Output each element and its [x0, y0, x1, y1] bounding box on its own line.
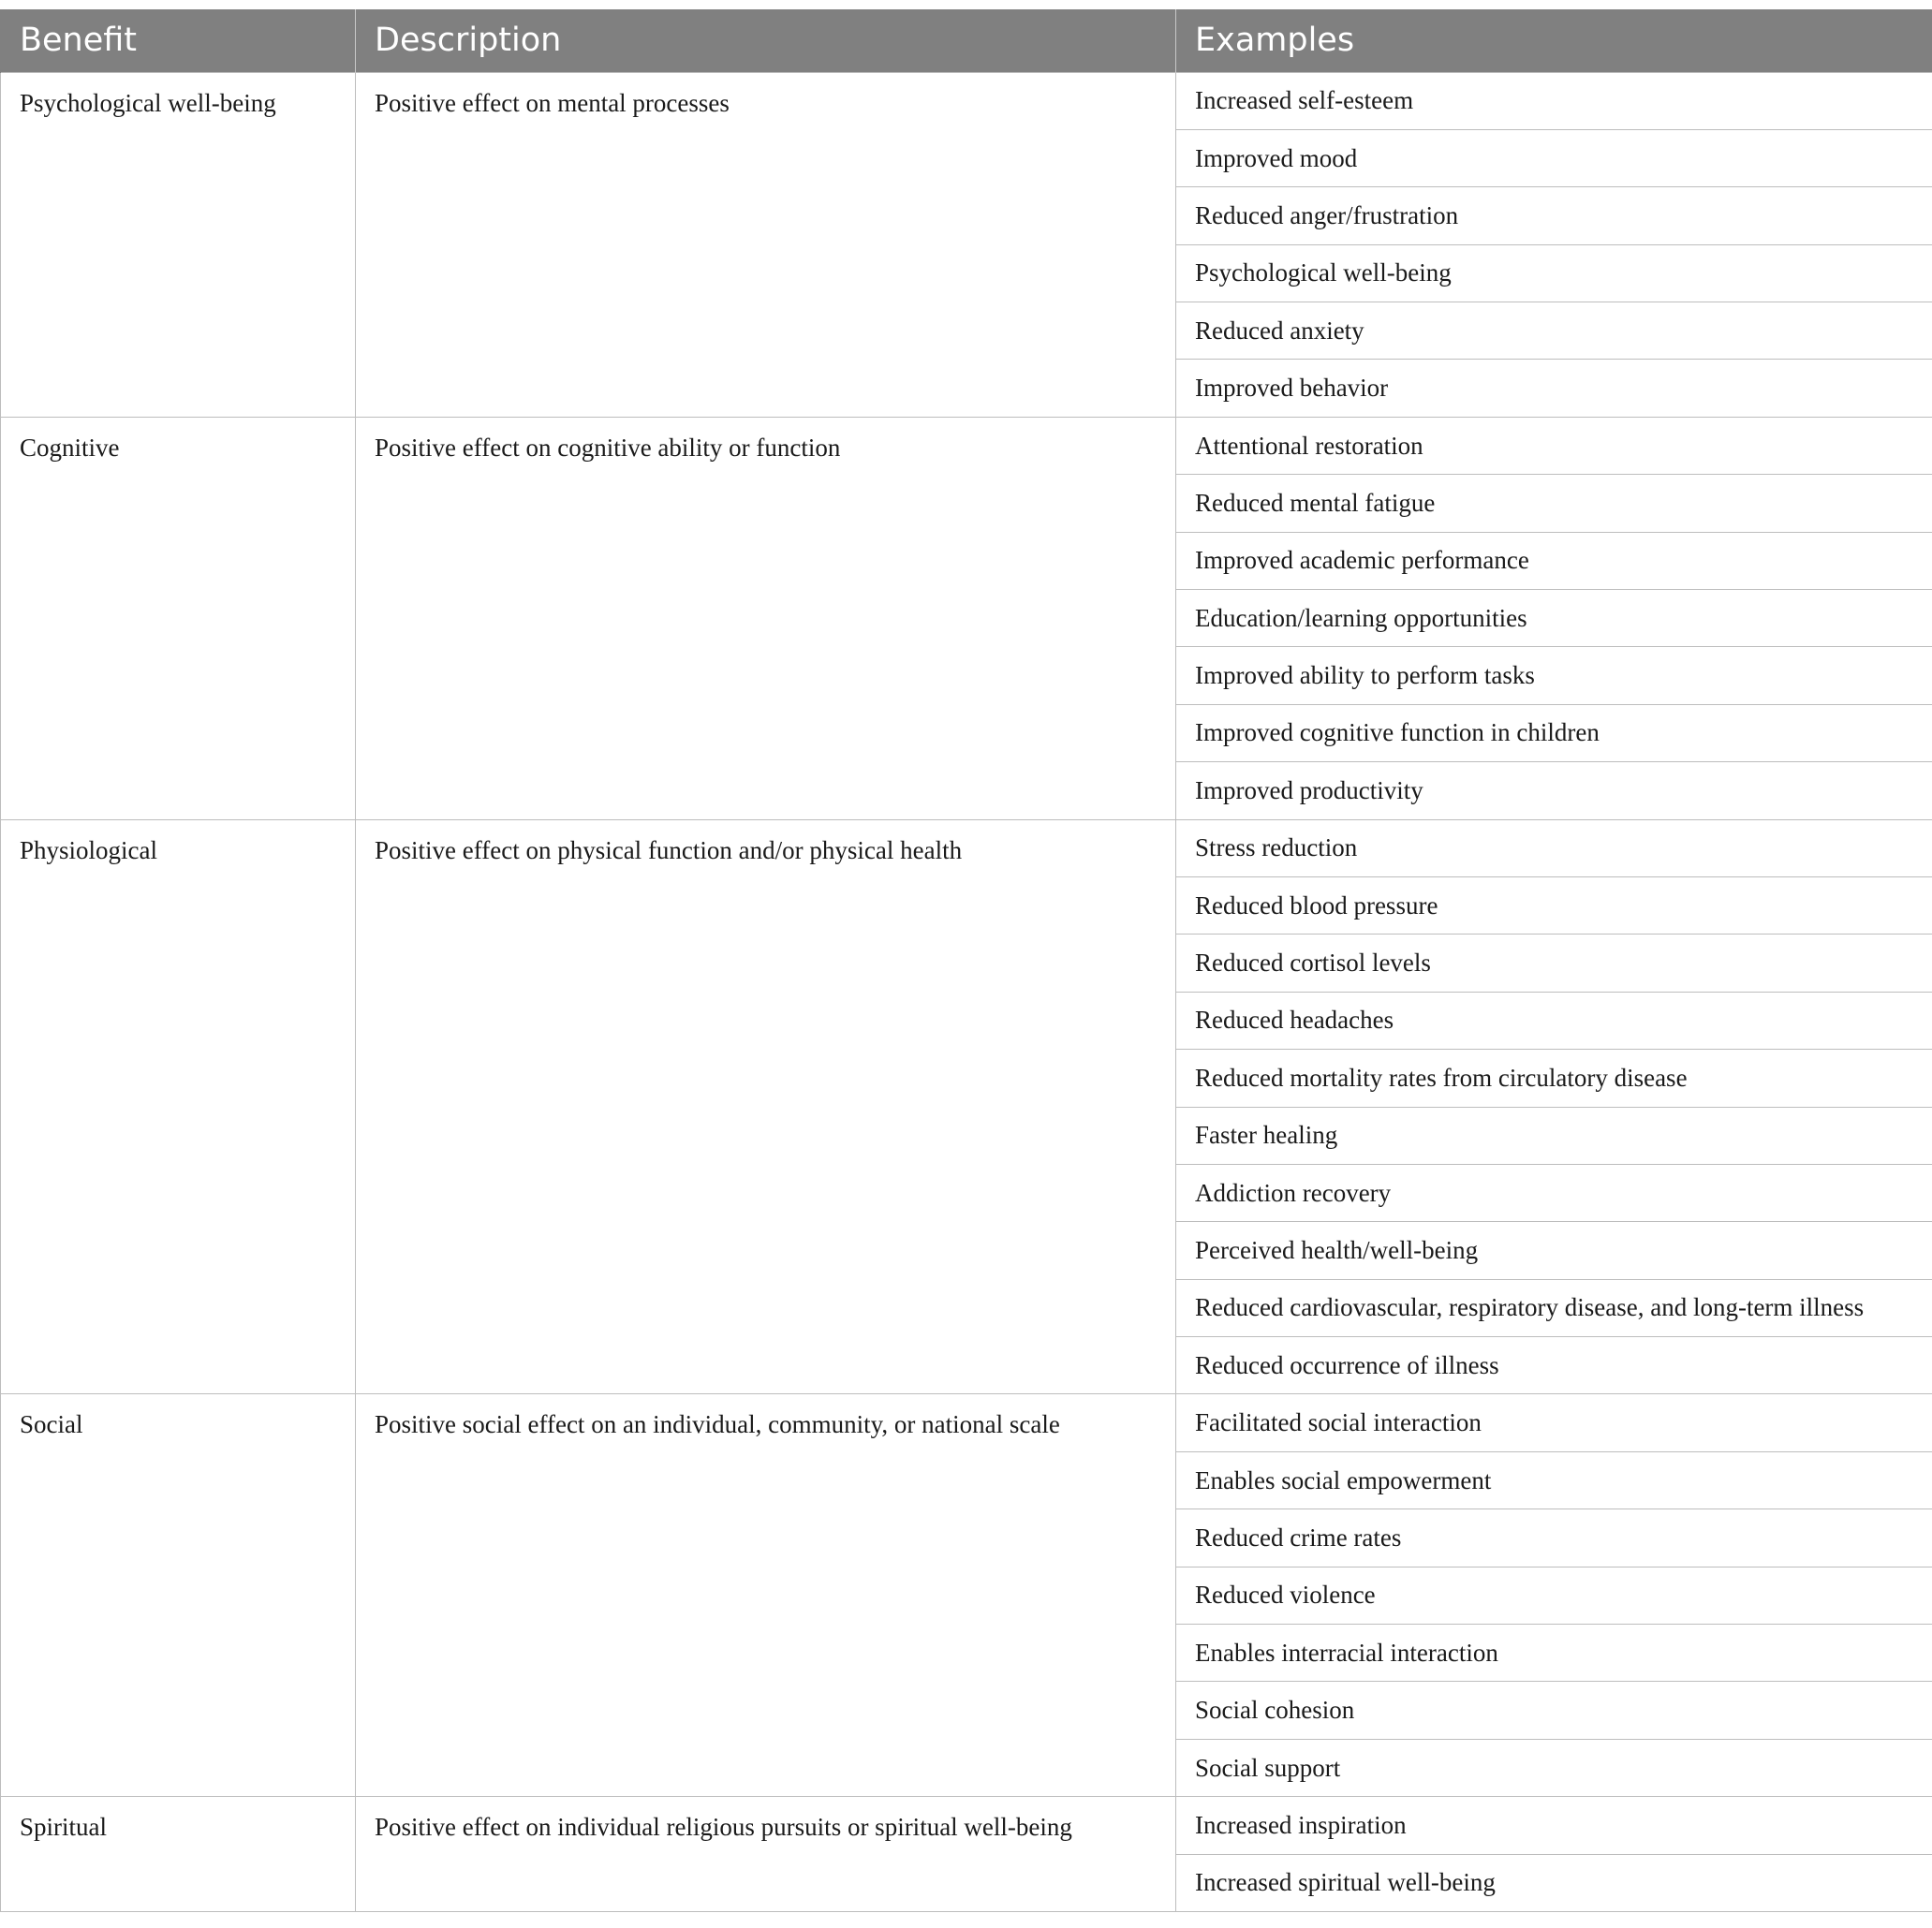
table-body [1, 72, 1932, 1912]
benefits-table [0, 9, 1932, 1912]
example-cell: Reduced anxiety [1176, 302, 1932, 360]
description-cell: Positive effect on cognitive ability or function [356, 417, 1176, 819]
description-cell: Positive effect on mental processes [356, 72, 1176, 417]
example-cell: Increased spiritual well-being [1176, 1854, 1932, 1911]
example-cell: Psychological well-being [1176, 244, 1932, 302]
benefit-cell: Cognitive [1, 417, 356, 819]
description-cell: Positive effect on individual religious pursuits or spiritual well-being [356, 1797, 1176, 1912]
example-cell: Social support [1176, 1739, 1932, 1796]
example-cell: Reduced blood pressure [1176, 876, 1932, 934]
description-cell: Positive effect on physical function and/or physical health [356, 819, 1176, 1394]
table-row [1, 1394, 1932, 1451]
example-cell: Reduced violence [1176, 1567, 1932, 1624]
header-benefit: Benefit [1, 9, 356, 72]
table-row [1, 417, 1932, 474]
example-cell: Reduced crime rates [1176, 1509, 1932, 1567]
example-cell: Addiction recovery [1176, 1164, 1932, 1221]
example-cell: Reduced occurrence of illness [1176, 1337, 1932, 1394]
example-cell: Reduced anger/frustration [1176, 187, 1932, 244]
example-cell: Enables social empowerment [1176, 1451, 1932, 1509]
example-cell: Reduced cortisol levels [1176, 935, 1932, 992]
example-cell: Stress reduction [1176, 819, 1932, 876]
description-cell: Positive social effect on an individual, community, or national scale [356, 1394, 1176, 1797]
benefit-cell: Physiological [1, 819, 356, 1394]
example-cell: Reduced mortality rates from circulatory disease [1176, 1050, 1932, 1107]
example-cell: Increased self-esteem [1176, 72, 1932, 129]
benefit-cell: Psychological well-being [1, 72, 356, 417]
benefit-cell: Social [1, 1394, 356, 1797]
header-description: Description [356, 9, 1176, 72]
table-header [1, 9, 1932, 72]
example-cell: Improved cognitive function in children [1176, 704, 1932, 761]
example-cell: Perceived health/well-being [1176, 1222, 1932, 1279]
header-row [1, 9, 1932, 72]
table-row [1, 72, 1932, 129]
example-cell: Social cohesion [1176, 1682, 1932, 1739]
benefits-table-container [0, 9, 1932, 1912]
example-cell: Enables interracial interaction [1176, 1625, 1932, 1682]
example-cell: Facilitated social interaction [1176, 1394, 1932, 1451]
example-cell: Reduced mental fatigue [1176, 475, 1932, 532]
benefit-cell: Spiritual [1, 1797, 356, 1912]
example-cell: Reduced cardiovascular, respiratory disease, and long-term illness [1176, 1279, 1932, 1336]
example-cell: Increased inspiration [1176, 1797, 1932, 1854]
example-cell: Improved productivity [1176, 762, 1932, 819]
table-row [1, 819, 1932, 876]
example-cell: Improved ability to perform tasks [1176, 647, 1932, 704]
example-cell: Attentional restoration [1176, 417, 1932, 474]
example-cell: Improved mood [1176, 129, 1932, 186]
example-cell: Improved academic performance [1176, 532, 1932, 589]
example-cell: Improved behavior [1176, 360, 1932, 417]
table-row [1, 1797, 1932, 1854]
example-cell: Reduced headaches [1176, 992, 1932, 1049]
example-cell: Education/learning opportunities [1176, 590, 1932, 647]
header-examples: Examples [1176, 9, 1932, 72]
example-cell: Faster healing [1176, 1107, 1932, 1164]
